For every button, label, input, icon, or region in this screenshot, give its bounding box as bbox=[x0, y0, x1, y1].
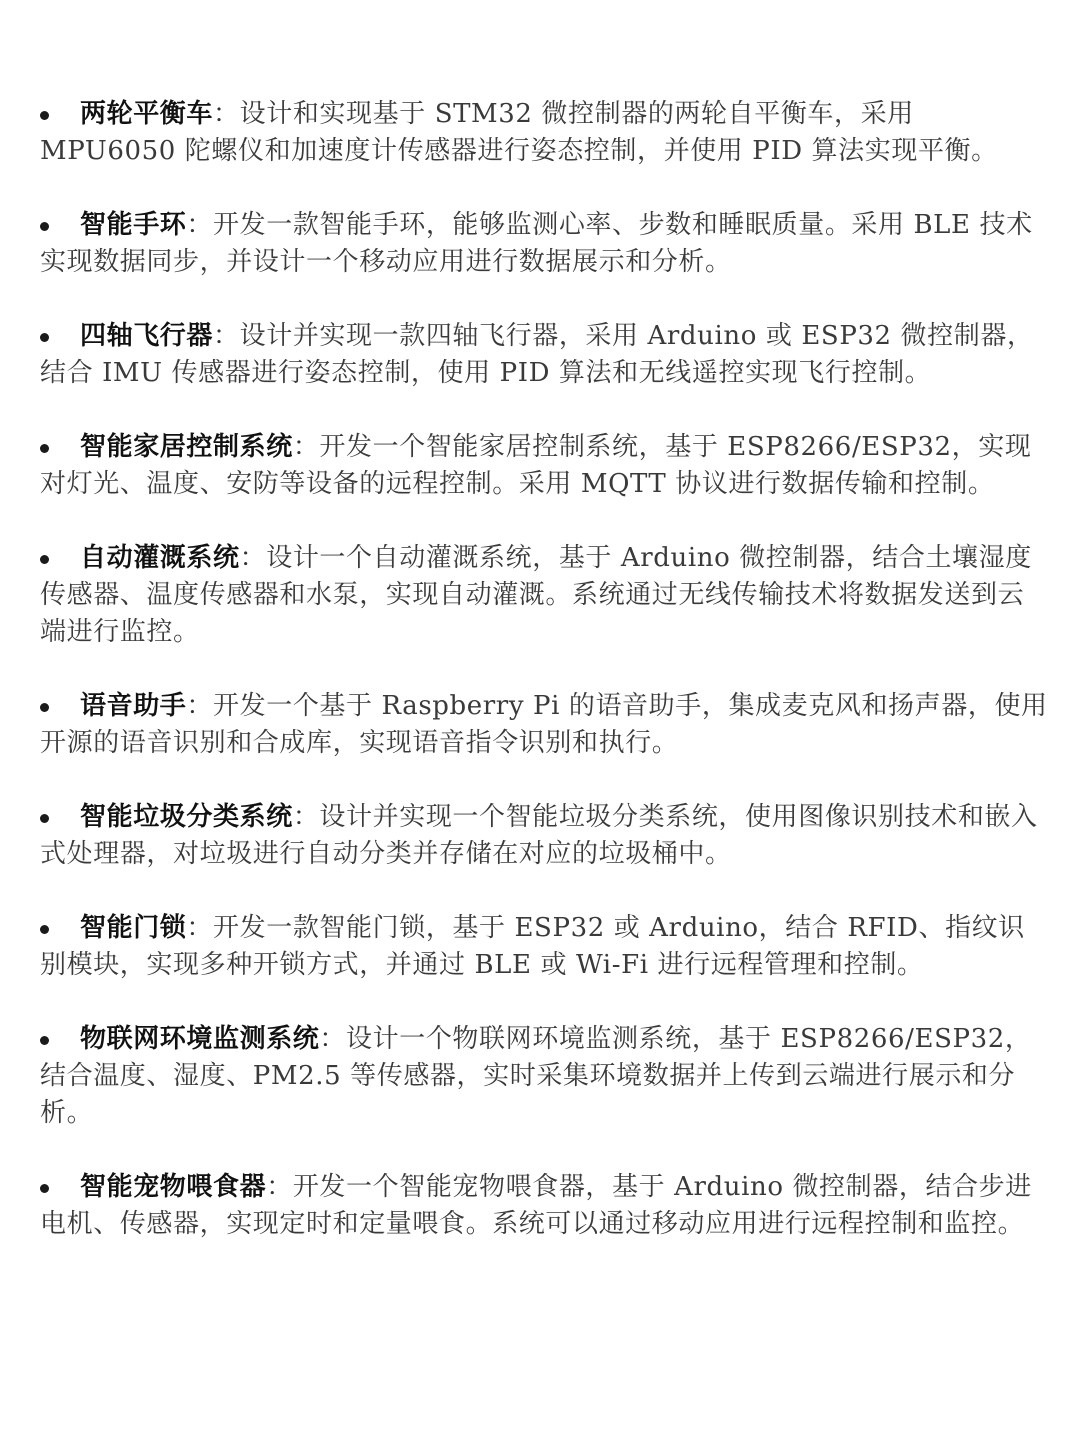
item-colon: ： bbox=[186, 210, 214, 240]
bullet-icon bbox=[40, 111, 49, 120]
item-description: 开发一个基于 Raspberry Pi 的语音助手，集成麦克风和扬声器，使用开源的语音识别和合成库，实现语音指令识别和执行。 bbox=[40, 691, 1048, 758]
item-description: 设计并实现一个智能垃圾分类系统，使用图像识别技术和嵌入式处理器，对垃圾进行自动分类并存储在对应的垃圾桶中。 bbox=[40, 802, 1038, 869]
item-text bbox=[40, 96, 1050, 170]
item-text bbox=[40, 799, 1050, 873]
list-item bbox=[0, 207, 1080, 281]
project-list bbox=[0, 96, 1080, 1280]
bullet-icon bbox=[40, 333, 49, 342]
item-colon: ： bbox=[213, 99, 240, 129]
item-description: 开发一款智能门锁，基于 ESP32 或 Arduino，结合 RFID、指纹识别模块，实现多种开锁方式，并通过 BLE 或 Wi-Fi 进行远程管理和控制。 bbox=[40, 913, 1025, 980]
item-description: 开发一个智能宠物喂食器，基于 Arduino 微控制器，结合步进电机、传感器，实现定时和定量喂食。系统可以通过移动应用进行远程控制和监控。 bbox=[40, 1172, 1032, 1239]
list-item bbox=[0, 1021, 1080, 1132]
item-description: 设计一个自动灌溉系统，基于 Arduino 微控制器，结合土壤湿度传感器、温度传感器和水泵，实现自动灌溉。系统通过无线传输技术将数据发送到云端进行监控。 bbox=[40, 543, 1032, 647]
item-description: 设计和实现基于 STM32 微控制器的两轮自平衡车，采用 MPU6050 陀螺仪和加速度计传感器进行姿态控制，并使用 PID 算法实现平衡。 bbox=[40, 99, 998, 166]
item-title: 语音助手 bbox=[80, 691, 187, 721]
item-description: 开发一款智能手环，能够监测心率、步数和睡眠质量。采用 BLE 技术实现数据同步，并设计一个移动应用进行数据展示和分析。 bbox=[40, 210, 1033, 277]
bullet-icon bbox=[40, 444, 49, 453]
bullet-icon bbox=[40, 1184, 49, 1193]
item-colon: ： bbox=[266, 1172, 293, 1202]
bullet-icon bbox=[40, 814, 49, 823]
item-text bbox=[40, 540, 1050, 651]
item-title: 两轮平衡车 bbox=[80, 99, 214, 129]
item-colon: ： bbox=[186, 913, 214, 943]
item-title: 智能门锁 bbox=[80, 913, 187, 943]
bullet-icon bbox=[40, 703, 49, 712]
item-title: 智能手环 bbox=[80, 210, 187, 240]
bullet-icon bbox=[40, 555, 49, 564]
list-item bbox=[0, 429, 1080, 503]
list-item bbox=[0, 540, 1080, 651]
list-item bbox=[0, 96, 1080, 170]
list-item bbox=[0, 688, 1080, 762]
item-text bbox=[40, 1021, 1050, 1132]
item-description: 开发一个智能家居控制系统，基于 ESP8266/ESP32，实现对灯光、温度、安防等设备的远程控制。采用 MQTT 协议进行数据传输和控制。 bbox=[40, 432, 1032, 499]
item-colon: ： bbox=[292, 802, 320, 832]
item-colon: ： bbox=[239, 543, 267, 573]
item-description: 设计一个物联网环境监测系统，基于 ESP8266/ESP32，结合温度、湿度、PM2.5 等传感器，实时采集环境数据并上传到云端进行展示和分析。 bbox=[40, 1024, 1032, 1128]
item-colon: ： bbox=[292, 432, 320, 462]
item-colon: ： bbox=[213, 321, 240, 351]
item-text bbox=[40, 688, 1050, 762]
list-item bbox=[0, 910, 1080, 984]
item-text bbox=[40, 207, 1050, 281]
bullet-icon bbox=[40, 1036, 49, 1045]
item-title: 智能垃圾分类系统 bbox=[80, 802, 293, 832]
item-description: 设计并实现一款四轴飞行器，采用 Arduino 或 ESP32 微控制器，结合 IMU 传感器进行姿态控制，使用 PID 算法和无线遥控实现飞行控制。 bbox=[40, 321, 1034, 388]
item-colon: ： bbox=[319, 1024, 347, 1054]
bullet-icon bbox=[40, 925, 49, 934]
item-title: 物联网环境监测系统 bbox=[80, 1024, 320, 1054]
item-text bbox=[40, 429, 1050, 503]
list-item bbox=[0, 1169, 1080, 1243]
item-colon: ： bbox=[186, 691, 214, 721]
item-title: 智能家居控制系统 bbox=[80, 432, 293, 462]
list-item bbox=[0, 799, 1080, 873]
item-text bbox=[40, 1169, 1050, 1243]
bullet-icon bbox=[40, 222, 49, 231]
item-text bbox=[40, 318, 1050, 392]
item-title: 智能宠物喂食器 bbox=[80, 1172, 267, 1202]
list-item bbox=[0, 318, 1080, 392]
item-title: 自动灌溉系统 bbox=[80, 543, 240, 573]
item-title: 四轴飞行器 bbox=[80, 321, 214, 351]
item-text bbox=[40, 910, 1050, 984]
